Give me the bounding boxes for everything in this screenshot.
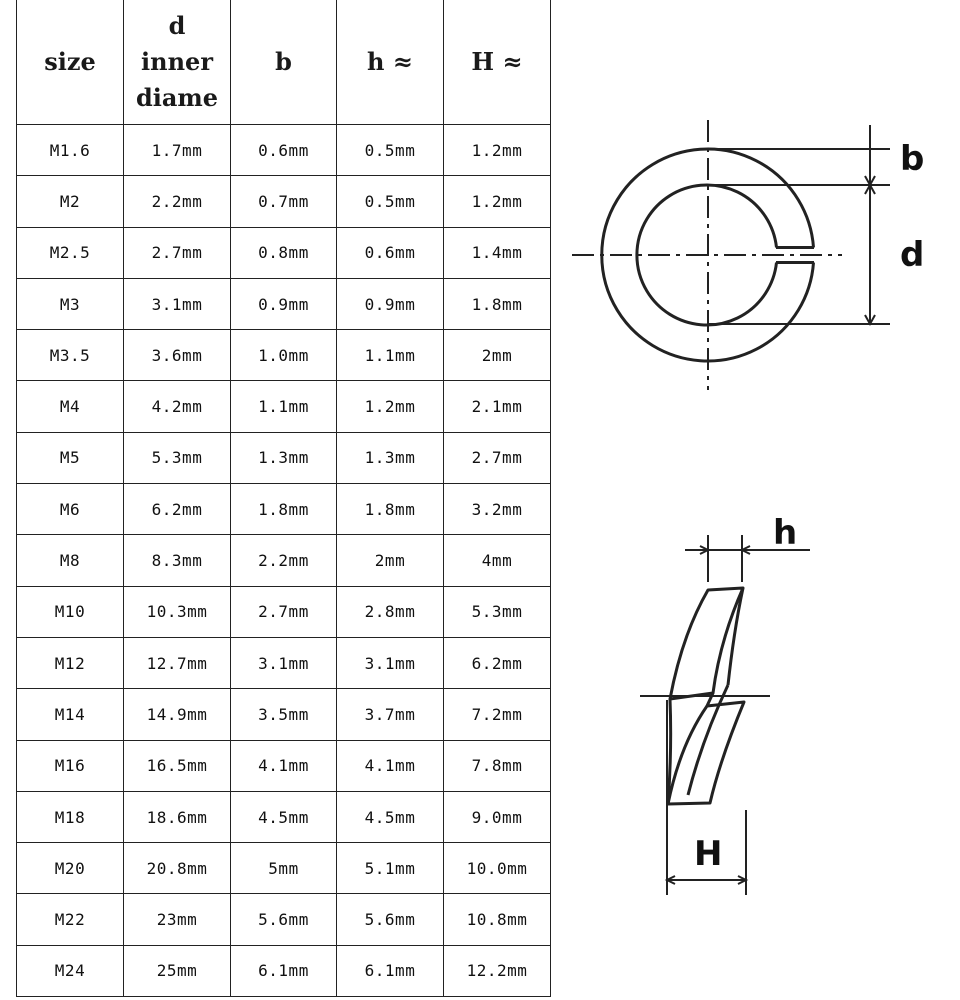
cell-b: 3.1mm bbox=[231, 637, 337, 688]
cell-h: 0.9mm bbox=[337, 278, 444, 329]
table-header-row bbox=[17, 0, 551, 125]
table-row bbox=[17, 227, 551, 278]
table-body bbox=[17, 125, 551, 997]
cell-H: 10.0mm bbox=[444, 843, 551, 894]
cell-b: 2.2mm bbox=[231, 535, 337, 586]
cell-inner-diameter: 10.3mm bbox=[124, 586, 231, 637]
cell-h: 1.1mm bbox=[337, 330, 444, 381]
table-row bbox=[17, 330, 551, 381]
table-row bbox=[17, 894, 551, 945]
cell-h: 2.8mm bbox=[337, 586, 444, 637]
cell-b: 4.5mm bbox=[231, 791, 337, 842]
cell-b: 1.1mm bbox=[231, 381, 337, 432]
cell-H: 1.4mm bbox=[444, 227, 551, 278]
table-row bbox=[17, 637, 551, 688]
cell-H: 1.8mm bbox=[444, 278, 551, 329]
cell-inner-diameter: 3.1mm bbox=[124, 278, 231, 329]
cell-H: 3.2mm bbox=[444, 484, 551, 535]
cell-inner-diameter: 8.3mm bbox=[124, 535, 231, 586]
table-row bbox=[17, 945, 551, 996]
washer-spec-table bbox=[16, 0, 551, 997]
cell-b: 3.5mm bbox=[231, 689, 337, 740]
cell-inner-diameter: 25mm bbox=[124, 945, 231, 996]
cell-h: 5.1mm bbox=[337, 843, 444, 894]
cell-h: 2mm bbox=[337, 535, 444, 586]
cell-inner-diameter: 18.6mm bbox=[124, 791, 231, 842]
table-row bbox=[17, 484, 551, 535]
cell-H: 7.8mm bbox=[444, 740, 551, 791]
cell-b: 5.6mm bbox=[231, 894, 337, 945]
cell-h: 1.3mm bbox=[337, 432, 444, 483]
cell-h: 4.5mm bbox=[337, 791, 444, 842]
cell-size: M8 bbox=[17, 535, 124, 586]
cell-inner-diameter: 12.7mm bbox=[124, 637, 231, 688]
cell-inner-diameter: 2.7mm bbox=[124, 227, 231, 278]
label-H: H bbox=[694, 834, 723, 874]
cell-size: M1.6 bbox=[17, 125, 124, 176]
cell-b: 4.1mm bbox=[231, 740, 337, 791]
cell-b: 0.9mm bbox=[231, 278, 337, 329]
cell-inner-diameter: 2.2mm bbox=[124, 176, 231, 227]
cell-inner-diameter: 14.9mm bbox=[124, 689, 231, 740]
table-row bbox=[17, 791, 551, 842]
cell-size: M22 bbox=[17, 894, 124, 945]
cell-b: 0.7mm bbox=[231, 176, 337, 227]
label-b: b bbox=[900, 139, 925, 179]
cell-b: 6.1mm bbox=[231, 945, 337, 996]
header-size: size bbox=[17, 0, 124, 125]
cell-size: M2 bbox=[17, 176, 124, 227]
cell-h: 4.1mm bbox=[337, 740, 444, 791]
header-H: H ≈ bbox=[444, 0, 551, 125]
header-inner-diameter: d inner diame bbox=[124, 0, 231, 125]
cell-h: 1.8mm bbox=[337, 484, 444, 535]
cell-size: M12 bbox=[17, 637, 124, 688]
header-h: h ≈ bbox=[337, 0, 444, 125]
cell-size: M18 bbox=[17, 791, 124, 842]
table-row bbox=[17, 381, 551, 432]
cell-H: 2mm bbox=[444, 330, 551, 381]
cell-size: M10 bbox=[17, 586, 124, 637]
cell-b: 1.0mm bbox=[231, 330, 337, 381]
cell-size: M4 bbox=[17, 381, 124, 432]
cell-h: 0.5mm bbox=[337, 176, 444, 227]
label-d: d bbox=[900, 235, 925, 275]
cell-inner-diameter: 20.8mm bbox=[124, 843, 231, 894]
table-row bbox=[17, 843, 551, 894]
cell-H: 6.2mm bbox=[444, 637, 551, 688]
cell-h: 1.2mm bbox=[337, 381, 444, 432]
cell-inner-diameter: 16.5mm bbox=[124, 740, 231, 791]
cell-b: 0.6mm bbox=[231, 125, 337, 176]
cell-inner-diameter: 6.2mm bbox=[124, 484, 231, 535]
cell-size: M14 bbox=[17, 689, 124, 740]
cell-H: 2.7mm bbox=[444, 432, 551, 483]
cell-H: 10.8mm bbox=[444, 894, 551, 945]
label-h: h bbox=[773, 513, 798, 553]
cell-size: M20 bbox=[17, 843, 124, 894]
cell-h: 6.1mm bbox=[337, 945, 444, 996]
cell-inner-diameter: 1.7mm bbox=[124, 125, 231, 176]
washer-top-view-diagram bbox=[560, 110, 950, 400]
cell-H: 2.1mm bbox=[444, 381, 551, 432]
cell-h: 0.5mm bbox=[337, 125, 444, 176]
cell-h: 0.6mm bbox=[337, 227, 444, 278]
table-row bbox=[17, 278, 551, 329]
cell-size: M5 bbox=[17, 432, 124, 483]
cell-h: 3.7mm bbox=[337, 689, 444, 740]
cell-H: 4mm bbox=[444, 535, 551, 586]
cell-H: 12.2mm bbox=[444, 945, 551, 996]
table-row bbox=[17, 586, 551, 637]
cell-H: 7.2mm bbox=[444, 689, 551, 740]
cell-b: 1.3mm bbox=[231, 432, 337, 483]
washer-side-view-diagram bbox=[630, 510, 830, 910]
cell-H: 1.2mm bbox=[444, 125, 551, 176]
cell-H: 5.3mm bbox=[444, 586, 551, 637]
cell-b: 0.8mm bbox=[231, 227, 337, 278]
cell-size: M2.5 bbox=[17, 227, 124, 278]
cell-h: 5.6mm bbox=[337, 894, 444, 945]
cell-H: 1.2mm bbox=[444, 176, 551, 227]
cell-inner-diameter: 23mm bbox=[124, 894, 231, 945]
table-row bbox=[17, 740, 551, 791]
table-row bbox=[17, 432, 551, 483]
cell-size: M3.5 bbox=[17, 330, 124, 381]
cell-inner-diameter: 3.6mm bbox=[124, 330, 231, 381]
header-b: b bbox=[231, 0, 337, 125]
cell-inner-diameter: 4.2mm bbox=[124, 381, 231, 432]
cell-inner-diameter: 5.3mm bbox=[124, 432, 231, 483]
cell-b: 2.7mm bbox=[231, 586, 337, 637]
cell-H: 9.0mm bbox=[444, 791, 551, 842]
washer-lower-coil bbox=[668, 702, 744, 804]
cell-b: 1.8mm bbox=[231, 484, 337, 535]
table-row bbox=[17, 689, 551, 740]
cell-size: M16 bbox=[17, 740, 124, 791]
table-row bbox=[17, 535, 551, 586]
cell-h: 3.1mm bbox=[337, 637, 444, 688]
table-row bbox=[17, 176, 551, 227]
cell-size: M3 bbox=[17, 278, 124, 329]
cell-b: 5mm bbox=[231, 843, 337, 894]
cell-size: M6 bbox=[17, 484, 124, 535]
table-row bbox=[17, 125, 551, 176]
cell-size: M24 bbox=[17, 945, 124, 996]
